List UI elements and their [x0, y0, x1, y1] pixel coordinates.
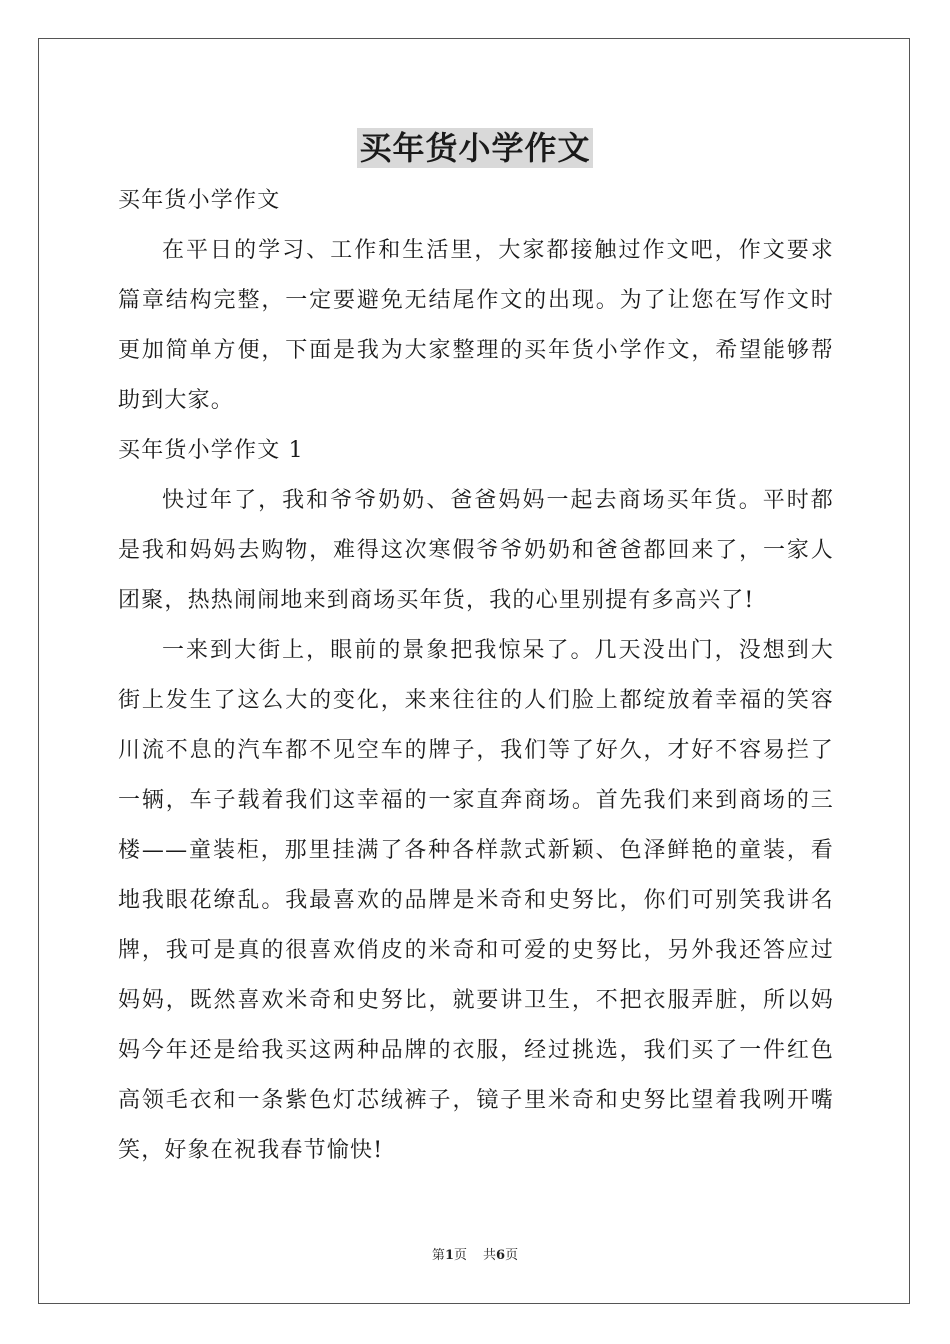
section-heading: 买年货小学作文 1 — [118, 438, 304, 463]
page-suffix: 页 — [453, 1248, 467, 1263]
body-paragraph-2: 一来到大街上，眼前的景象把我惊呆了。几天没出门，没想到大街上发生了这么大的变化，来来往往的人们脸上都绽放着幸福的笑容川流不息的汽车都不见空车的牌子，我们等了好久，才好不容易拦了一辆，车子载着我们这幸福的一家直奔商场。首先我们来到商场的三楼——童装柜，那里挂满了各种各样款式新颖、色泽鲜艳的童装，看地我眼花缭乱。我最喜欢的品牌是米奇和史努比，你们可别笑我讲名牌，我可是真的很喜欢俏皮的米奇和可爱的史努比，另外我还答应过妈妈，既然喜欢米奇和史努比，就要讲卫生，不把衣服弄脏，所以妈妈今年还是给我买这两种品牌的衣服，经过挑选，我们买了一件红色高领毛衣和一条紫色灯芯绒裤子，镜子里米奇和史努比望着我咧开嘴笑，好象在祝我春节愉快! — [118, 638, 834, 1163]
page-total: 6 — [496, 1248, 506, 1263]
total-prefix: 共 — [483, 1248, 497, 1263]
document-title: 买年货小学作文 — [359, 129, 591, 167]
body-paragraph-1: 快过年了，我和爷爷奶奶、爸爸妈妈一起去商场买年货。平时都是我和妈妈去购物，难得这次寒假爷爷奶奶和爸爸都回来了，一家人团聚，热热闹闹地来到商场买年货，我的心里别提有多高兴了! — [118, 488, 834, 613]
title-container — [0, 128, 950, 168]
page-footer — [0, 1246, 950, 1266]
intro-paragraph: 在平日的学习、工作和生活里，大家都接触过作文吧，作文要求篇章结构完整，一定要避免无结尾作文的出现。为了让您在写作文时更加简单方便，下面是我为大家整理的买年货小学作文，希望能够帮助到大家。 — [118, 238, 834, 413]
document-body — [118, 176, 834, 1176]
total-suffix: 页 — [505, 1248, 519, 1263]
document-subtitle: 买年货小学作文 — [118, 188, 281, 213]
page-prefix: 第 — [431, 1248, 445, 1263]
page-current: 1 — [444, 1248, 454, 1263]
